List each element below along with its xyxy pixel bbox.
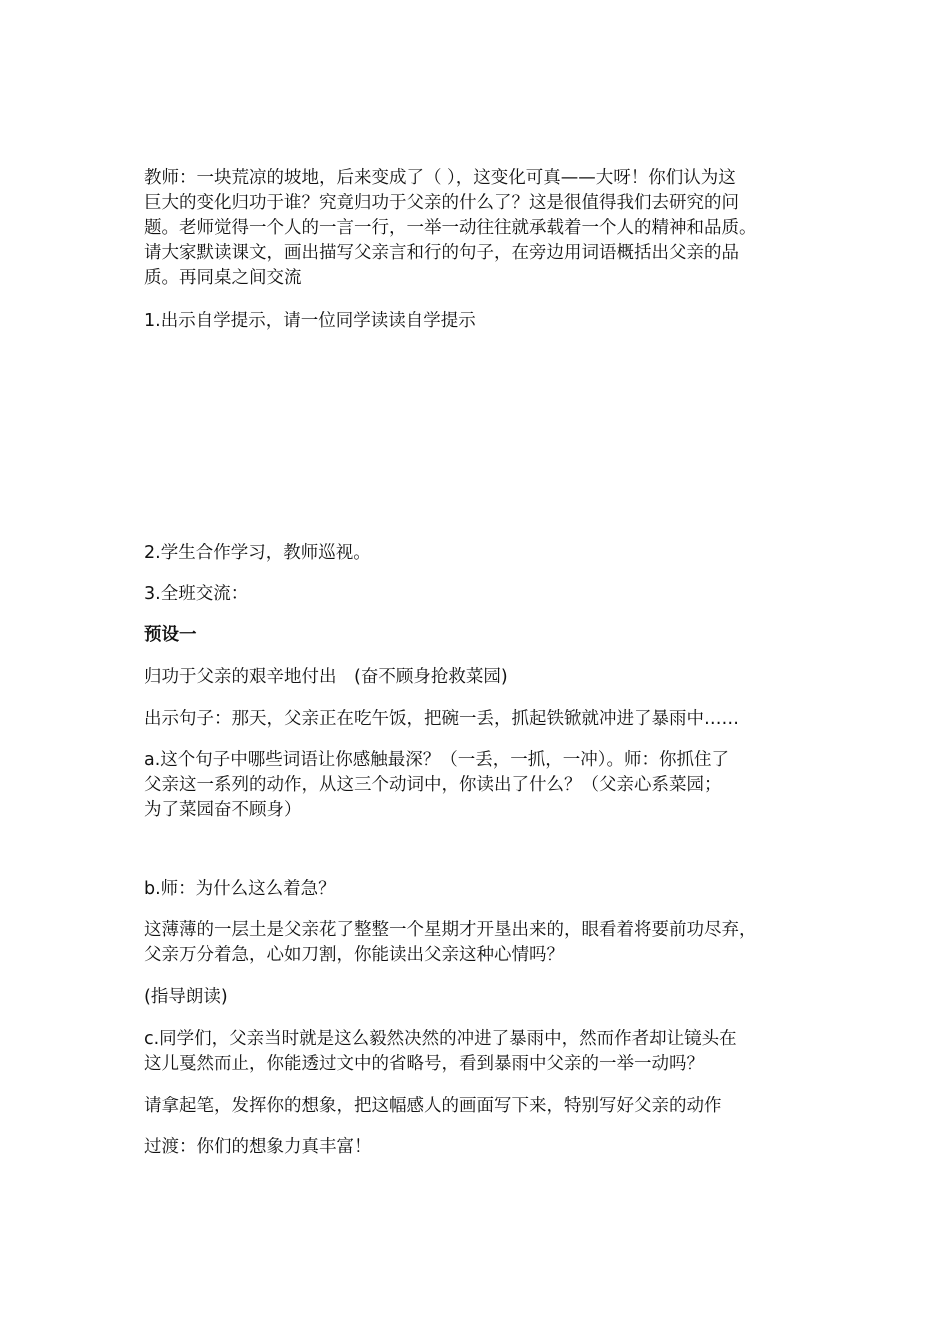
item-c-line-1: c.同学们，父亲当时就是这么毅然决然的冲进了暴雨中，然而作者却让镜头在: [144, 1029, 737, 1049]
preset-subtitle: 归功于父亲的艰辛地付出 (奋不顾身抢救菜园): [144, 667, 508, 687]
step-1: 1.出示自学提示，请一位同学读读自学提示: [144, 311, 476, 331]
intro-line-1: 教师：一块荒凉的坡地，后来变成了（ ），这变化可真——大呀！你们认为这: [144, 168, 736, 188]
step-3: 3.全班交流：: [144, 584, 249, 604]
intro-line-5: 质。再同桌之间交流: [144, 268, 302, 288]
transition: 过渡：你们的想象力真丰富！: [144, 1137, 372, 1157]
intro-line-4: 请大家默读课文，画出描写父亲言和行的句子，在旁边用词语概括出父亲的品: [144, 243, 739, 263]
item-a-line-2: 父亲这一系列的动作，从这三个动词中，你读出了什么？（父亲心系菜园；: [144, 775, 722, 795]
item-b: b.师：为什么这么着急？: [144, 879, 336, 899]
item-a-line-1: a.这个句子中哪些词语让你感触最深？（一丢，一抓，一冲）。师：你抓住了: [144, 750, 730, 770]
item-a-line-3: 为了菜园奋不顾身）: [144, 800, 302, 820]
intro-line-2: 巨大的变化归功于谁？究竟归功于父亲的什么了？这是很值得我们去研究的问: [144, 193, 739, 213]
document-page: [144, 0, 816, 1344]
item-b-text-line-2: 父亲万分着急，心如刀割，你能读出父亲这种心情吗？: [144, 945, 564, 965]
preset-heading: 预设一: [144, 625, 197, 645]
step-2: 2.学生合作学习，教师巡视。: [144, 543, 371, 563]
item-b-text-line-1: 这薄薄的一层土是父亲花了整整一个星期才开垦出来的，眼看着将要前功尽弃，: [144, 920, 757, 940]
example-sentence: 出示句子：那天，父亲正在吃午饭，把碗一丢，抓起铁锨就冲进了暴雨中……: [144, 709, 739, 729]
item-c-line-2: 这儿戛然而止，你能透过文中的省略号，看到暴雨中父亲的一举一动吗？: [144, 1054, 704, 1074]
guided-reading: (指导朗读): [144, 987, 228, 1007]
writing-task: 请拿起笔，发挥你的想象，把这幅感人的画面写下来，特别写好父亲的动作: [144, 1096, 722, 1116]
intro-line-3: 题。老师觉得一个人的一言一行，一举一动往往就承载着一个人的精神和品质。: [144, 218, 757, 238]
